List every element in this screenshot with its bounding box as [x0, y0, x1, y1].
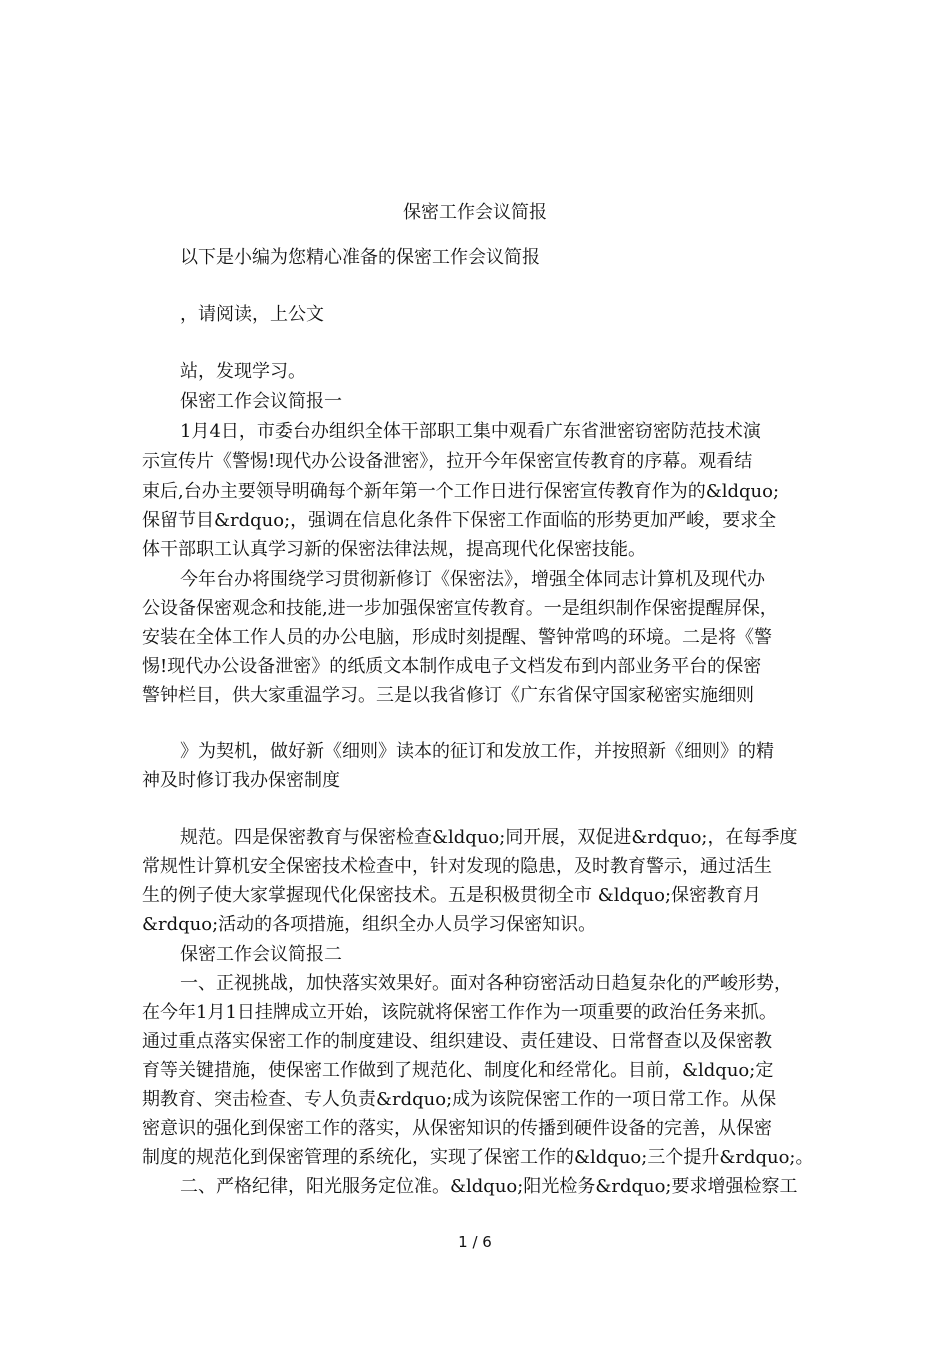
- intro-line-2: ，请阅读，上公文: [180, 304, 324, 325]
- paragraph-line: 生的例子使大家掌握现代化保密技术。五是积极贯彻全市 &ldquo;保密教育月: [142, 885, 762, 906]
- paragraph-line: 通过重点落实保密工作的制度建设、组织建设、责任建设、日常督查以及保密教: [142, 1031, 772, 1052]
- paragraph-line: 制度的规范化到保密管理的系统化，实现了保密工作的&ldquo;三个提升&rdquo;。: [142, 1147, 814, 1168]
- paragraph-line: 神及时修订我办保密制度: [142, 770, 340, 791]
- section-heading-2: 保密工作会议简报二: [180, 944, 342, 965]
- paragraph-line: 育等关键措施，使保密工作做到了规范化、制度化和经常化。目前，&ldquo;定: [142, 1060, 774, 1081]
- paragraph-line: 一、正视挑战，加快落实效果好。面对各种窃密活动日趋复杂化的严峻形势，: [180, 973, 792, 994]
- paragraph-line: 常规性计算机安全保密技术检查中，针对发现的隐患，及时教育警示，通过活生: [142, 856, 772, 877]
- paragraph-line: 1月4日，市委台办组织全体干部职工集中观看广东省泄密窃密防范技术演: [180, 421, 761, 442]
- paragraph-line: 束后,台办主要领导明确每个新年第一个工作日进行保密宣传教育作为的&ldquo;: [142, 481, 780, 502]
- paragraph-line: 今年台办将围绕学习贯彻新修订《保密法》，增强全体同志计算机及现代办: [180, 569, 765, 590]
- paragraph-line: 安装在全体工作人员的办公电脑，形成时刻提醒、警钟常鸣的环境。二是将《警: [142, 627, 772, 648]
- paragraph-line: 体干部职工认真学习新的保密法律法规，提高现代化保密技能。: [142, 539, 646, 560]
- paragraph-line: 惕!现代办公设备泄密》的纸质文本制作成电子文档发布到内部业务平台的保密: [142, 656, 762, 677]
- paragraph-line: 公设备保密观念和技能,进一步加强保密宣传教育。一是组织制作保密提醒屏保，: [142, 598, 778, 619]
- document-title: 保密工作会议简报: [403, 202, 547, 223]
- paragraph-line: 规范。四是保密教育与保密检查&ldquo;同开展，双促进&rdquo;，在每季度: [180, 827, 798, 848]
- paragraph-line: 保留节目&rdquo;，强调在信息化条件下保密工作面临的形势更加严峻，要求全: [142, 510, 777, 531]
- paragraph-line: &rdquo;活动的各项措施，组织全办人员学习保密知识。: [142, 914, 597, 935]
- paragraph-line: 警钟栏目，供大家重温学习。三是以我省修订《广东省保守国家秘密实施细则: [142, 685, 754, 706]
- paragraph-line: 在今年1月1日挂牌成立开始，该院就将保密工作作为一项重要的政治任务来抓。: [142, 1002, 777, 1023]
- paragraph-line: 密意识的强化到保密工作的落实，从保密知识的传播到硬件设备的完善，从保密: [142, 1118, 772, 1139]
- paragraph-line: 期教育、突击检查、专人负责&rdquo;成为该院保密工作的一项日常工作。从保: [142, 1089, 777, 1110]
- intro-line-3: 站，发现学习。: [180, 361, 306, 382]
- paragraph-line: 》为契机，做好新《细则》读本的征订和发放工作，并按照新《细则》的精: [180, 741, 774, 762]
- section-heading-1: 保密工作会议简报一: [180, 391, 342, 412]
- page-indicator: 1 / 6: [458, 1233, 492, 1251]
- paragraph-line: 二、严格纪律，阳光服务定位准。&ldquo;阳光检务&rdquo;要求增强检察工: [180, 1176, 798, 1197]
- paragraph-line: 示宣传片《警惕!现代办公设备泄密》，拉开今年保密宣传教育的序幕。观看结: [142, 451, 753, 472]
- intro-line-1: 以下是小编为您精心准备的保密工作会议简报: [180, 247, 540, 268]
